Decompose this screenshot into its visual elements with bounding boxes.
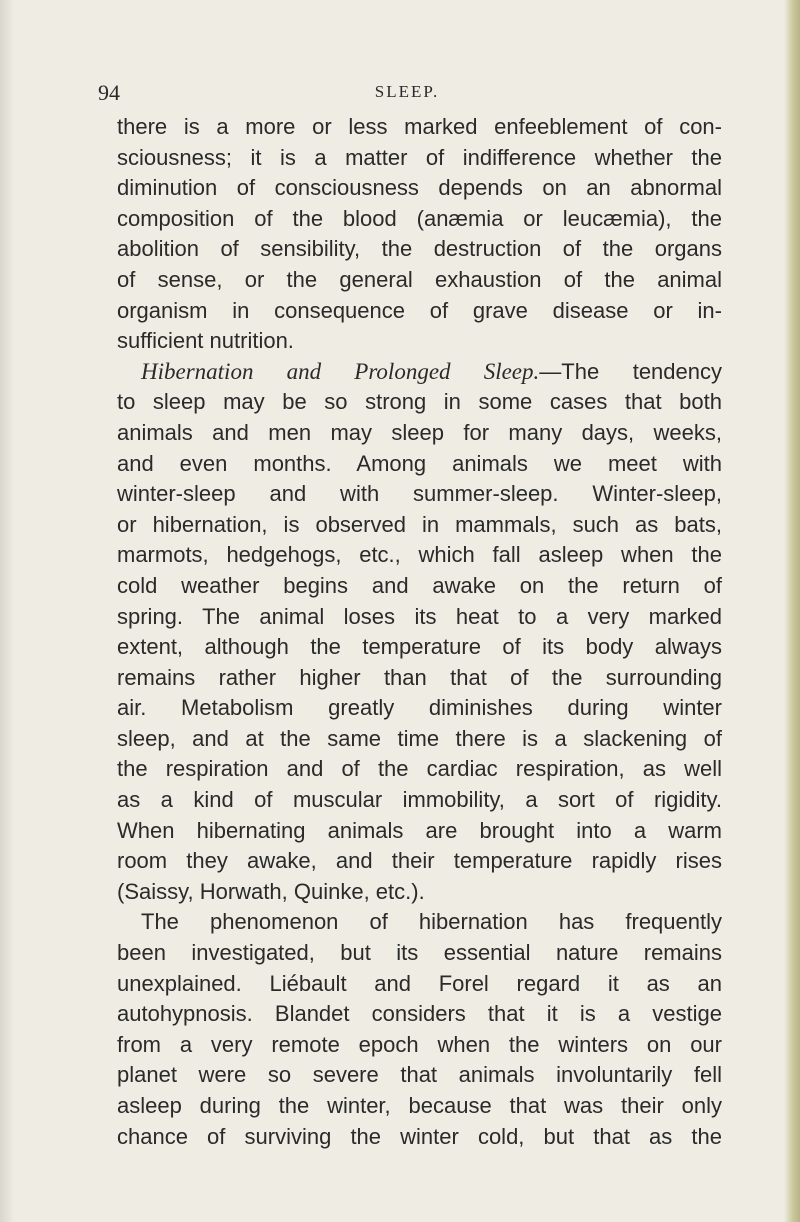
text-line: and even months. Among animals we meet with [117,450,722,476]
text-line: sciousness; it is a matter of indifference whether the [117,144,722,170]
text-line: (Saissy, Horwath, Quinke, etc.). [117,878,425,904]
text-line: there is a more or less marked enfeeblement of con- [117,114,722,139]
page-gutter-shadow [0,0,14,1222]
text-line: organism in consequence of grave disease or in- [117,297,722,323]
text-line: sufficient nutrition. [117,328,294,354]
text-line: or hibernation, is observed in mammals, such as bats, [117,511,722,537]
section-heading-continuation: —The tendency [539,358,722,384]
text-line: asleep during the winter, because that was their only [117,1093,722,1118]
text-line: air. Metabolism greatly diminishes during winter [117,695,722,721]
section-heading-line [117,357,722,388]
text-line: winter-sleep and with summer-sleep. Winter-sleep, [117,481,722,507]
text-line: the respiration and of the cardiac respiration, as well [117,756,722,782]
text-line: The phenomenon of hibernation has frequently [141,909,722,935]
text-line: of sense, or the general exhaustion of the animal [117,266,722,292]
text-line: spring. The animal loses its heat to a very marked [117,603,722,629]
text-line: marmots, hedgehogs, etc., which fall asleep when the [117,542,722,568]
section-heading: Hibernation and Prolonged Sleep. [141,358,540,384]
text-line: remains rather higher than that of the surrounding [117,664,722,690]
text-line: cold weather begins and awake on the return of [117,572,722,598]
text-line: room they awake, and their temperature rapidly rises [117,848,722,874]
text-line: unexplained. Liébault and Forel regard it as an [117,970,722,996]
text-line: planet were so severe that animals involuntarily fell [117,1062,722,1088]
page-number: 94 [98,80,120,105]
page-header [98,80,716,110]
text-line: composition of the blood (anæmia or leucæmia), the [117,205,722,231]
text-line: abolition of sensibility, the destruction of the organs [117,236,722,262]
text-line: been investigated, but its essential nature remains [117,940,722,966]
text-line: as a kind of muscular immobility, a sort of rigidity. [117,787,722,813]
text-line: autohypnosis. Blandet considers that it is a vestige [117,1001,722,1027]
text-line: extent, although the temperature of its body always [117,634,722,660]
text-line: to sleep may be so strong in some cases that both [117,389,722,415]
text-line: animals and men may sleep for many days, weeks, [117,419,722,445]
text-line: sleep, and at the same time there is a slackening of [117,725,722,751]
body-text [117,112,722,1152]
text-line: diminution of consciousness depends on an abnormal [117,175,722,201]
text-line: chance of surviving the winter cold, but that as the [117,1123,722,1149]
page-edge-shadow [784,0,800,1222]
running-title: SLEEP. [374,82,440,101]
text-line: When hibernating animals are brought into a warm [117,817,722,843]
text-line: from a very remote epoch when the winters on our [117,1031,722,1057]
